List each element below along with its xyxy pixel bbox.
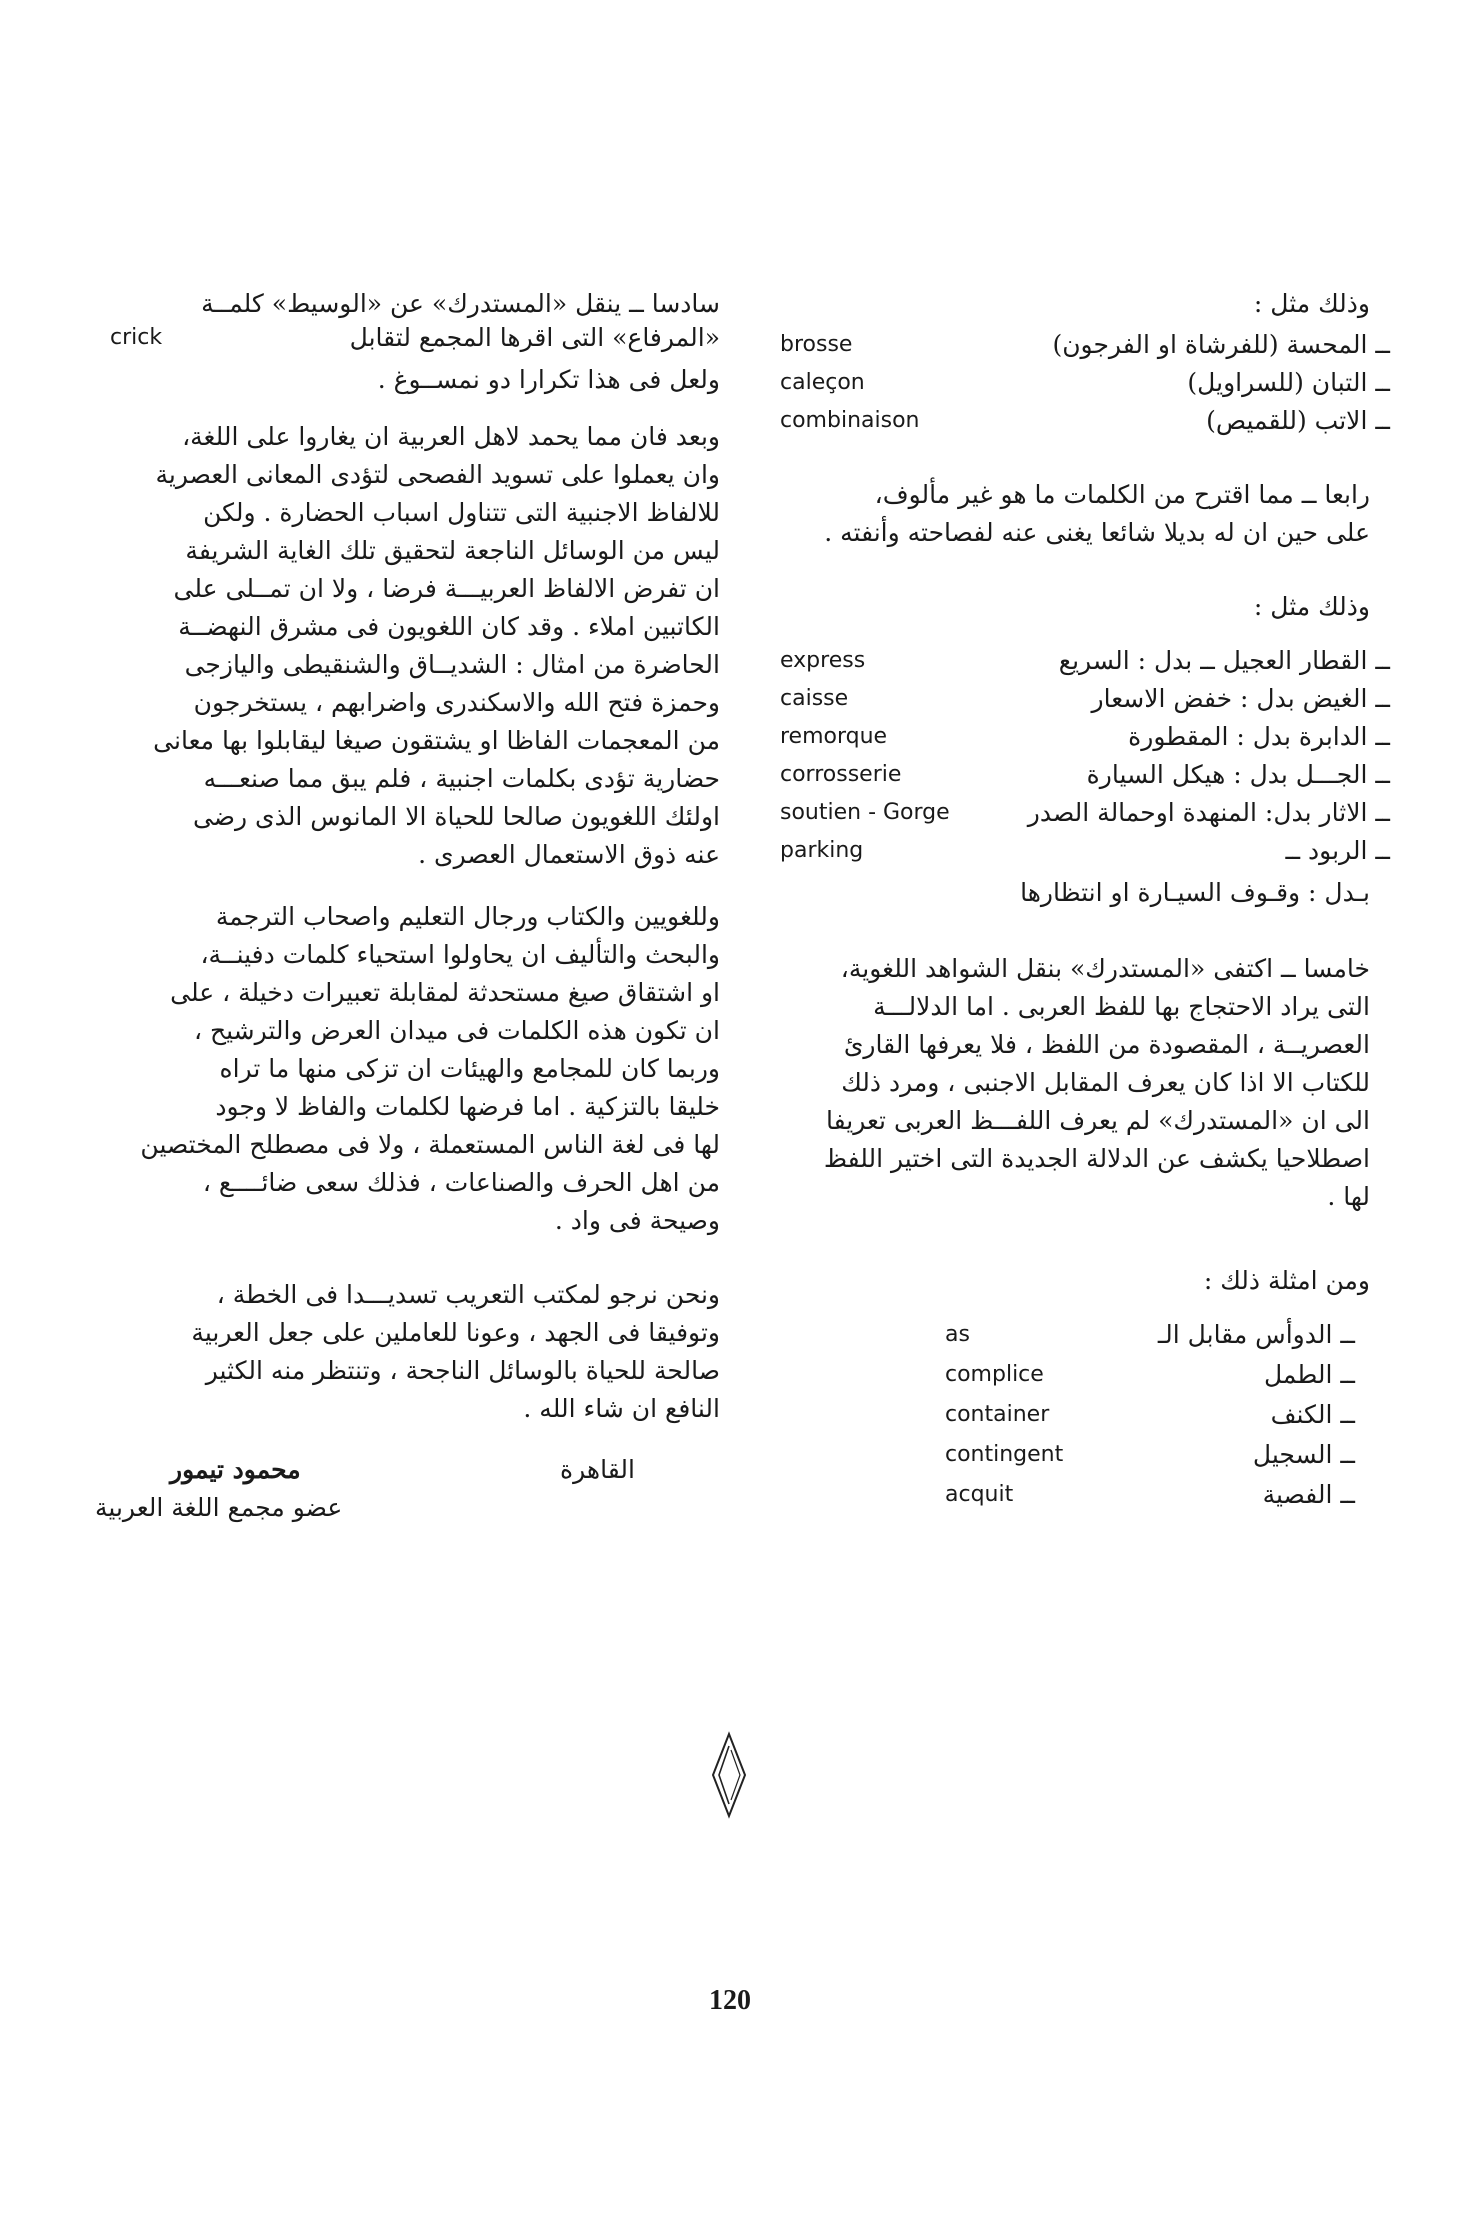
author-title: عضو مجمع اللغة العربية bbox=[95, 1493, 343, 1522]
paragraph-6: سادسا ــ ينقل «المستدرك» عن «الوسيط» كلمــة bbox=[201, 289, 720, 318]
paragraph-6-line-3: ولعل فى هذا تكرارا دو نمســوغ . bbox=[377, 365, 720, 394]
example-tail: بـدل : وقـوف السيـارة او انتظارها bbox=[1020, 878, 1370, 907]
place-name: القاهرة bbox=[560, 1455, 635, 1484]
paragraph-6-line-2: «المرفاع» التى اقرها المجمع لتقابل crick bbox=[110, 323, 720, 352]
example-row: ــ الكنف container bbox=[945, 1400, 1355, 1429]
example-row: ــ التبان (للسراويل) caleçon bbox=[780, 368, 1390, 397]
paragraph-4: رابعا ــ مما اقترح من الكلمات ما هو غير مألوف، على حين ان له بديلا شائعا يغنى عنه لفصاحته وأنفته . bbox=[824, 480, 1370, 547]
paragraph-8: وللغويين والكتاب ورجال التعليم واصحاب الترجمة والبحث والتأليف ان يحاولوا استحياء كلمات دفينــة، او اشتقاق صيغ مستحدثة لمقابلة تعبيرات دخيلة ، على ان تكون هذه الكلمات فى ميدان العرض والترشيح ، وربما كان للمجامع والهيئات ان تزكى منها ما تراه خليقا بالتزكية . اما فرضها لكلمات والفاظ لا وجود لها فى لغة الناس المستعملة ، ولا فى مصطلح المختصين من اهل الحرف والصناعات ، فذلك سعى ضائــــع ، وصيحة فى واد . bbox=[140, 902, 720, 1235]
example-row: ــ الفصية acquit bbox=[945, 1480, 1355, 1509]
example-row: ــ السجيل contingent bbox=[945, 1440, 1355, 1469]
example-row: ــ الاتب (للقميص) combinaison bbox=[780, 406, 1390, 435]
example-row: ــ الدوأس مقابل الـ as bbox=[945, 1320, 1355, 1349]
example-row: ــ الطمل complice bbox=[945, 1360, 1355, 1389]
right-column bbox=[780, 285, 1370, 323]
paragraph-9: ونحن نرجو لمكتب التعريب تسديـــدا فى الخطة ، وتوفيقا فى الجهد ، وعونا للعاملين على جعل العربية صالحة للحياة بالوسائل الناجحة ، وتنتظر منه الكثير النافع ان شاء الله . bbox=[191, 1280, 720, 1423]
paragraph-7: وبعد فان مما يحمد لاهل العربية ان يغاروا على اللغة، وان يعملوا على تسويد الفصحى لتؤدى المعانى العصرية للالفاظ الاجنبية التى تتناول اسباب الحضارة . ولكن ليس من الوسائل الناجعة لتحقيق تلك الغاية الشريفة ان تفرض الالفاظ العربيـــة فرضا ، ولا ان تمــلى على الكاتبين املاء . وقد كان اللغويون فى مشرق النهضــة الحاضرة من امثال : الشديــاق والشنقيطى واليازجى وحمزة فتح الله والاسكندرى واضرابهم ، يستخرجون من المعجمات الفاظا او يشتقون صيغا ليقابلوا بها معانى حضارية تؤدى بكلمات اجنبية ، فلم يبق مما صنعـــه اولئك اللغويون صالحا للحياة الا المانوس الذى رضى عنه ذوق الاستعمال العصرى . bbox=[153, 422, 720, 869]
intro-line: وذلك مثل : bbox=[1253, 289, 1370, 318]
paragraph-5: خامسا ــ اكتفى «المستدرك» بنقل الشواهد اللغوية، التى يراد الاحتجاج بها للفظ العربى . اما الدلالـــة العصريــة ، المقصودة من اللفظ ، فلا يعرفها القارئ للكتاب الا اذا كان يعرف المقابل الاجنبى ، ومرد ذلك الى ان «المستدرك» لم يعرف اللفـــظ العربى تعريفا اصطلاحيا يكشف عن الدلالة الجديدة التى اختير اللفظ لها . bbox=[823, 954, 1370, 1211]
example-row: ــ الغيض بدل : خفض الاسعار caisse bbox=[780, 684, 1390, 713]
example-row: ــ الجـــل بدل : هيكل السيارة corrosserie bbox=[780, 760, 1390, 789]
example-row: ــ القطار العجيل ــ بدل : السريع express bbox=[780, 646, 1390, 675]
page-number: 120 bbox=[709, 1985, 751, 2016]
intro-line-3: ومن امثلة ذلك : bbox=[1203, 1266, 1370, 1295]
example-row: ــ الاثار بدل: المنهدة اوحمالة الصدر soutien - Gorge bbox=[780, 798, 1390, 827]
example-row: ــ الربود ــ parking bbox=[780, 836, 1390, 865]
intro-line-2: وذلك مثل : bbox=[1253, 592, 1370, 621]
example-row: ــ المحسة (للفرشاة او الفرجون) brosse bbox=[780, 330, 1390, 359]
author-name: محمود تيمور bbox=[170, 1455, 301, 1484]
example-row: ــ الدابرة بدل : المقطورة remorque bbox=[780, 722, 1390, 751]
ornament-icon bbox=[707, 1730, 751, 1820]
